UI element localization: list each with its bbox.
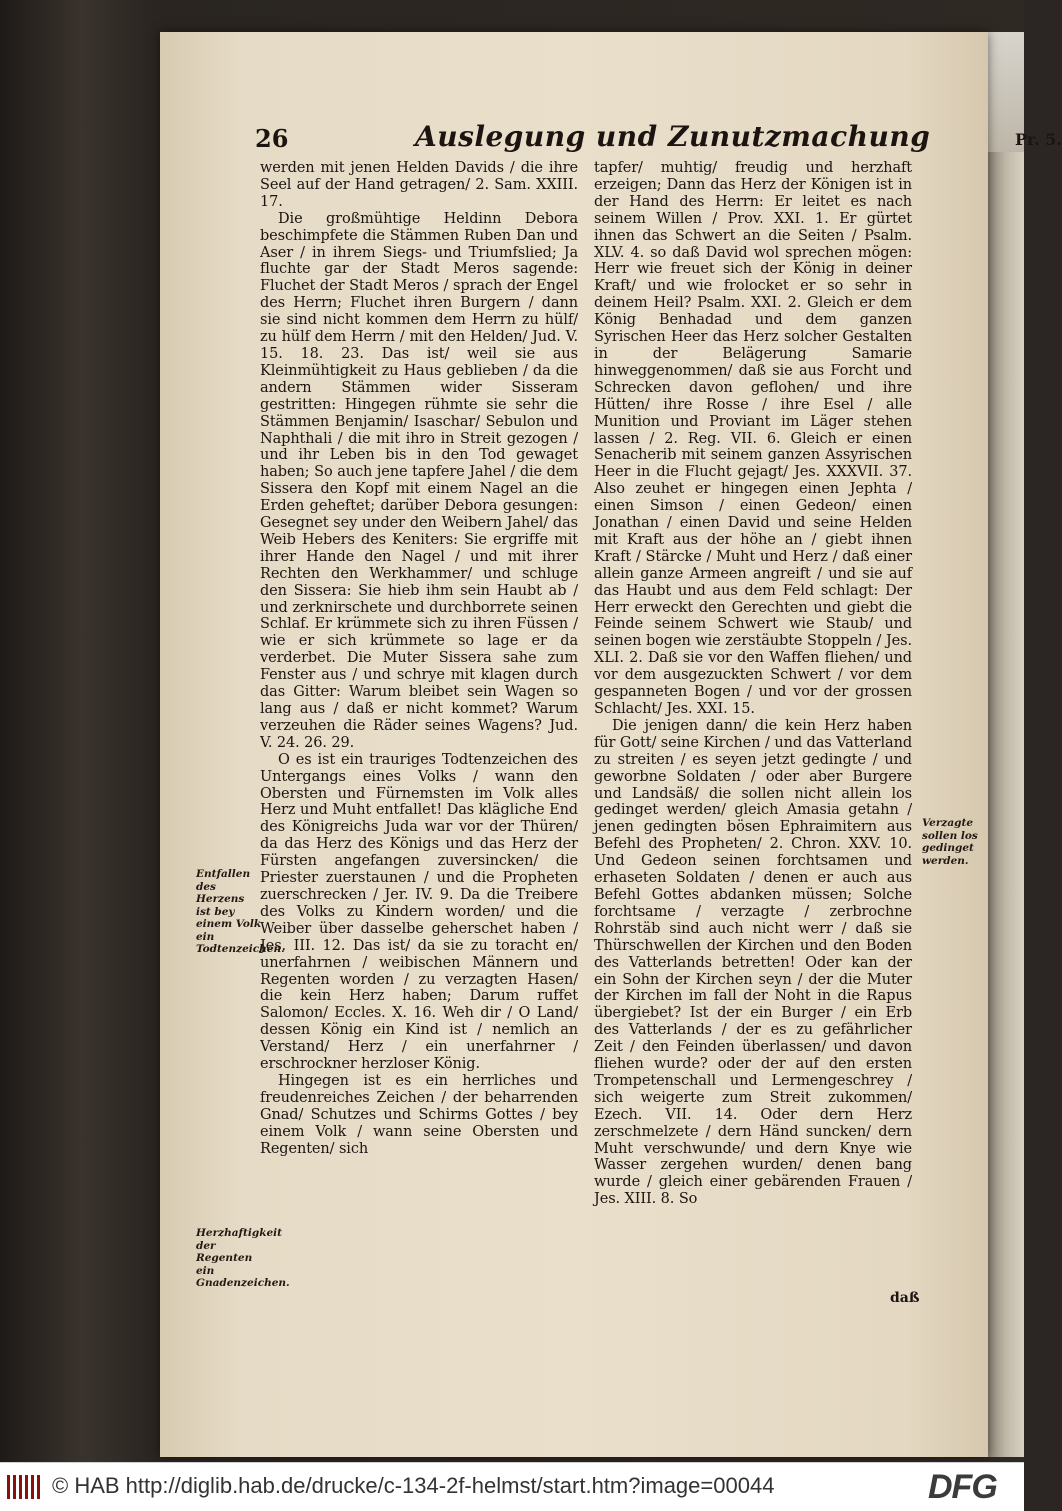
paragraph: O es ist ein trauriges Todtenzeichen des Untergangs eines Volks / wann den Obersten und Fürnemsten im Volk alles Herz und Muht entfallet! Das klägliche End des Königreichs Juda war vor der Thüren/ da das Herz des Königs und das Herz der Fürsten angefangen zuversincken/ die Priester zuerstaunen / und die Propheten zuerschrecken / Jer. IV. 9. Da die Treibere des Volks zu Kindern worden/ und die Weiber über dasselbe geherschet haben / Jes. III. 12. Das ist/ da sie zu toracht en/ unerfahrnen / weibischen Männern und Regenten worden / zu verzagten Hasen/ die kein Herz haben; Darum ruffet Salomon/ Eccles. X. 16. Weh dir / O Land/ dessen König ein Kind ist / nemlich an Verstand/ Herz / ein unerfahrner / erschrockner herzloser König.	[260, 751, 578, 1073]
right-text-column	[594, 160, 912, 1208]
paragraph: werden mit jenen Helden Davids / die ihre Seel auf der Hand getragen/ 2. Sam. XXIII. 17.	[260, 160, 578, 210]
margin-note: Herzhaftigkeit der Regenten ein Gnadenzeichen.	[196, 1227, 290, 1289]
book-page	[160, 32, 1062, 1457]
adjacent-page-edge	[988, 32, 1024, 1457]
paragraph: Die großmühtige Heldinn Debora beschimpfete die Stämmen Ruben Dan und Aser / in ihrem Siegs- und Triumfslied; Ja fluchte gar der Stadt Meros sagende: Fluchet der Stadt Meros / sprach der Engel des Herrn; Fluchet ihren Burgern / dann sie sind nicht kommen dem Herrn zu hülf/ zu hülf dem Herrn / mit den Helden/ Jud. V. 15. 18. 23. Das ist/ weil sie aus Kleinmühtigkeit zu Haus geblieben / da die andern Stämmen wider Sisseram gestritten: Hingegen rühmte sie sehr die Stämmen Benjamin/ Isaschar/ Sebulon und Naphthali / die mit ihro in Streit gezogen / und ihr Leben bis in den Tod gewaget haben; So auch jene tapfere Jahel / die dem Sissera den Kopf mit einem Nagel an die Erden geheftet; darüber Debora gesungen: Gesegnet sey under den Weibern Jahel/ das Weib Hebers des Keniters: Sie ergriffe mit ihrer Hande den Nagel / und mit ihrer Rechten den Werkhammer/ und schluge den Sissera: Sie hieb ihm sein Haubt ab / und zerknirschete und durchborrete seinen Schlaf. Er krümmete sich zu ihren Füssen / wie er sich krümmete so lage er da verderbet. Die Muter Sissera sahe zum Fenster aus / und schrye mit klagen durch das Gitter: Warum bleibet sein Wagen so lang aus / daß er nicht kommet? Warum verzeuhen die Räder seines Wagens? Jud. V. 24. 26. 29.	[260, 210, 578, 751]
catchword: daß	[890, 1290, 920, 1306]
paragraph: Hingegen ist es ein herrliches und freudenreiches Zeichen / der beharrenden Gnad/ Schutzes und Schirms Gottes / bey einem Volk / wann seine Obersten und Regenten/ sich	[260, 1072, 578, 1157]
margin-note: Entfallen des Herzens ist bey einem Volk ein Todtenzeichen.	[196, 868, 285, 955]
source-link[interactable]: © HAB http://diglib.hab.de/drucke/c-134-2f-helmst/start.htm?image=00044	[52, 1473, 775, 1498]
paragraph: Die jenigen dann/ die kein Herz haben für Gott/ seine Kirchen / und das Vatterland zu streiten / es seyen jetzt gedingte / und geworbne Soldaten / oder aber Burgere und Landsäß/ die sollen nicht allein los gedinget werden/ gleich Amasia getahn / jenen gedingten bösen Ephraimitern aus Befehl des Propheten/ 2. Chron. XXV. 10. Und Gedeon seinen forchtsamen und erhaseten Soldaten / denen er auch aus Befehl Gottes abdanken müssen; Solche forchtsame / verzagte / zerbrochne Rohrstäb sind auch nicht werr / daß sie Thürschwellen der Kirchen und den Boden des Vatterlands betretten! Oder kan der ein Sohn der Kirchen seyn / der die Muter der Kirchen im fall der Noht in die Rapus übergiebet? Ist der ein Burger / ein Erb des Vatterlands / der es zu gefährlicher Zeit / den Feinden überlassen/ und davon fliehen wurde? oder der auf den ersten Trompetenschall und Lermengeschrey / sich weigerte zum Streit zukommen/ Ezech. VII. 14. Oder dern Herz zerschmelzete / dern Händ suncken/ dern Muht verschwunde/ und dern Knye wie Wasser zergehen wurden/ denen bang wurde / gleich einer gebärenden Frauen / Jes. XIII. 8. So	[594, 717, 912, 1208]
left-text-column	[260, 160, 578, 1170]
section-mark: Pr. 5.	[1015, 130, 1062, 149]
page-header	[255, 120, 1062, 156]
paragraph: tapfer/ muhtig/ freudig und herzhaft erzeigen; Dann das Herz der Königen ist in der Hand des Herrn: Er leitet es nach seinem Willen / Prov. XXI. 1. Er gürtet ihnen das Schwert an die Seiten / Psalm. XLV. 4. so daß David wol sprechen mögen: Herr wie freuet sich der König in deiner Kraft/ und wie frolocket er so sehr in deinem Heil? Psalm. XXI. 2. Gleich er dem König Benhadad und dem ganzen Syrischen Heer das Herz solcher Gestalten in der Belägerung Samarie hinweggenommen/ daß sie aus Forcht und Schrecken davon geflohen/ und ihre Hütten/ ihre Rosse / ihre Esel / alle Munition und Proviant im Läger stehen lassen / 2. Reg. VII. 6. Gleich er einen Senacherib mit seinem ganzen Assyrischen Heer in die Flucht gejagt/ Jes. XXXVII. 37. Also zeuhet er hingegen einen Jephta / einen Simson / einen Gedeon/ einen Jonathan / einen David und seine Helden mit Kraft aus der höhe an / giebt ihnen Kraft / Stärcke / Muht und Herz / daß einer allein ganze Armeen angreift / und sie auf das Haubt und aus dem Feld schlagt: Der Herr erweckt den Gerechten und giebt die Feinde seinem Schwert wie Staub/ und seinen bogen wie zerstäubte Stoppeln / Jes. XLI. 2. Daß sie vor den Waffen fliehen/ und vor dem ausgezuckten Schwert / vor dem gespanneten Bogen / und vor der grossen Schlacht/ Jes. XXI. 15.	[594, 160, 912, 717]
dfg-logo: DFG	[928, 1468, 997, 1506]
page-number: 26	[255, 124, 289, 153]
running-title: Auslegung und Zunutzmachung	[415, 120, 931, 153]
margin-note: Verzagte sollen los gedinget werden.	[922, 817, 978, 867]
hab-logo-icon	[5, 1469, 43, 1505]
viewer-footer	[0, 1462, 1024, 1511]
